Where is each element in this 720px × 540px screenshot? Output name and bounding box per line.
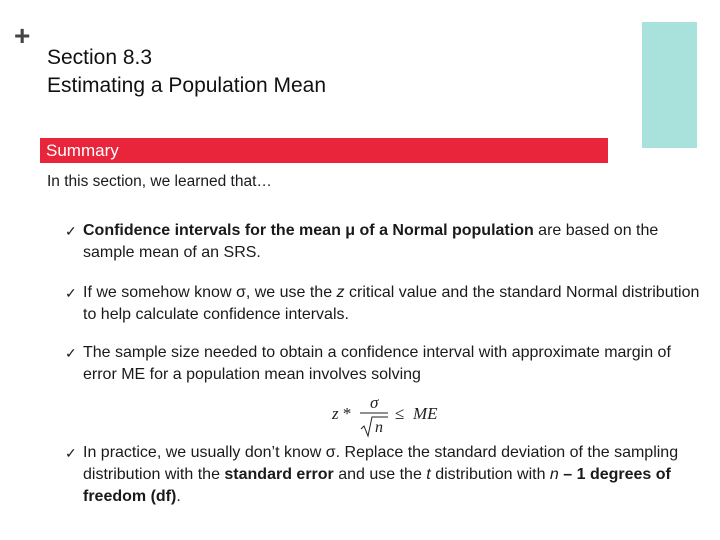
italic-symbol: t <box>426 466 431 483</box>
bold-phrase: – 1 degrees of freedom (df) <box>83 466 671 505</box>
text-run: . <box>176 488 181 505</box>
italic-symbol: n <box>549 466 559 483</box>
checkmark-icon: ✓ <box>65 223 77 239</box>
formula-relation: ≤ <box>395 404 405 423</box>
italic-symbol: z <box>336 284 345 301</box>
text-run: distribution with <box>430 466 550 483</box>
checkmark-icon: ✓ <box>65 445 77 461</box>
bullet-item <box>65 342 705 386</box>
checkmark-icon: ✓ <box>65 345 77 361</box>
text-run: critical value and the standard Normal distribution to help calculate confidence intervals. <box>83 284 700 323</box>
plus-icon: + <box>14 20 31 51</box>
formula-z: z <box>332 404 339 423</box>
formula-radicand: n <box>375 419 383 436</box>
bold-phrase: standard error <box>224 466 334 483</box>
bullet-item <box>65 282 705 326</box>
text-run: and use the <box>333 466 427 483</box>
formula-rhs: ME <box>413 404 438 423</box>
bullet-item <box>65 220 705 264</box>
accent-bar <box>642 22 697 148</box>
formula-star: * <box>342 404 351 423</box>
bullet-item <box>65 442 705 508</box>
text-run: If we somehow know σ, we use the <box>83 284 337 301</box>
slide-title <box>47 44 326 100</box>
checkmark-icon: ✓ <box>65 285 77 301</box>
formula-numerator: σ <box>370 393 379 412</box>
bullet-text <box>83 342 705 386</box>
intro-text: In this section, we learned that… <box>47 173 272 190</box>
text-run: In practice, we usually don’t know σ. Replace the standard deviation of the sampling distribution with the <box>83 444 679 483</box>
section-title: Estimating a Population Mean <box>47 74 326 97</box>
section-label: Section 8.3 <box>47 46 153 69</box>
text-run: are based on the sample mean of an SRS. <box>83 222 659 261</box>
bullet-text <box>83 220 705 264</box>
bold-phrase: Confidence intervals for the mean μ of a Normal population <box>83 222 534 239</box>
summary-label: Summary <box>46 141 119 160</box>
text-run: The sample size needed to obtain a confidence interval with approximate margin of error ME for a population mean involves solving <box>83 344 671 383</box>
sample-size-formula <box>330 392 460 440</box>
bullet-text <box>83 282 705 326</box>
summary-banner <box>40 138 608 163</box>
bullet-text <box>83 442 705 508</box>
